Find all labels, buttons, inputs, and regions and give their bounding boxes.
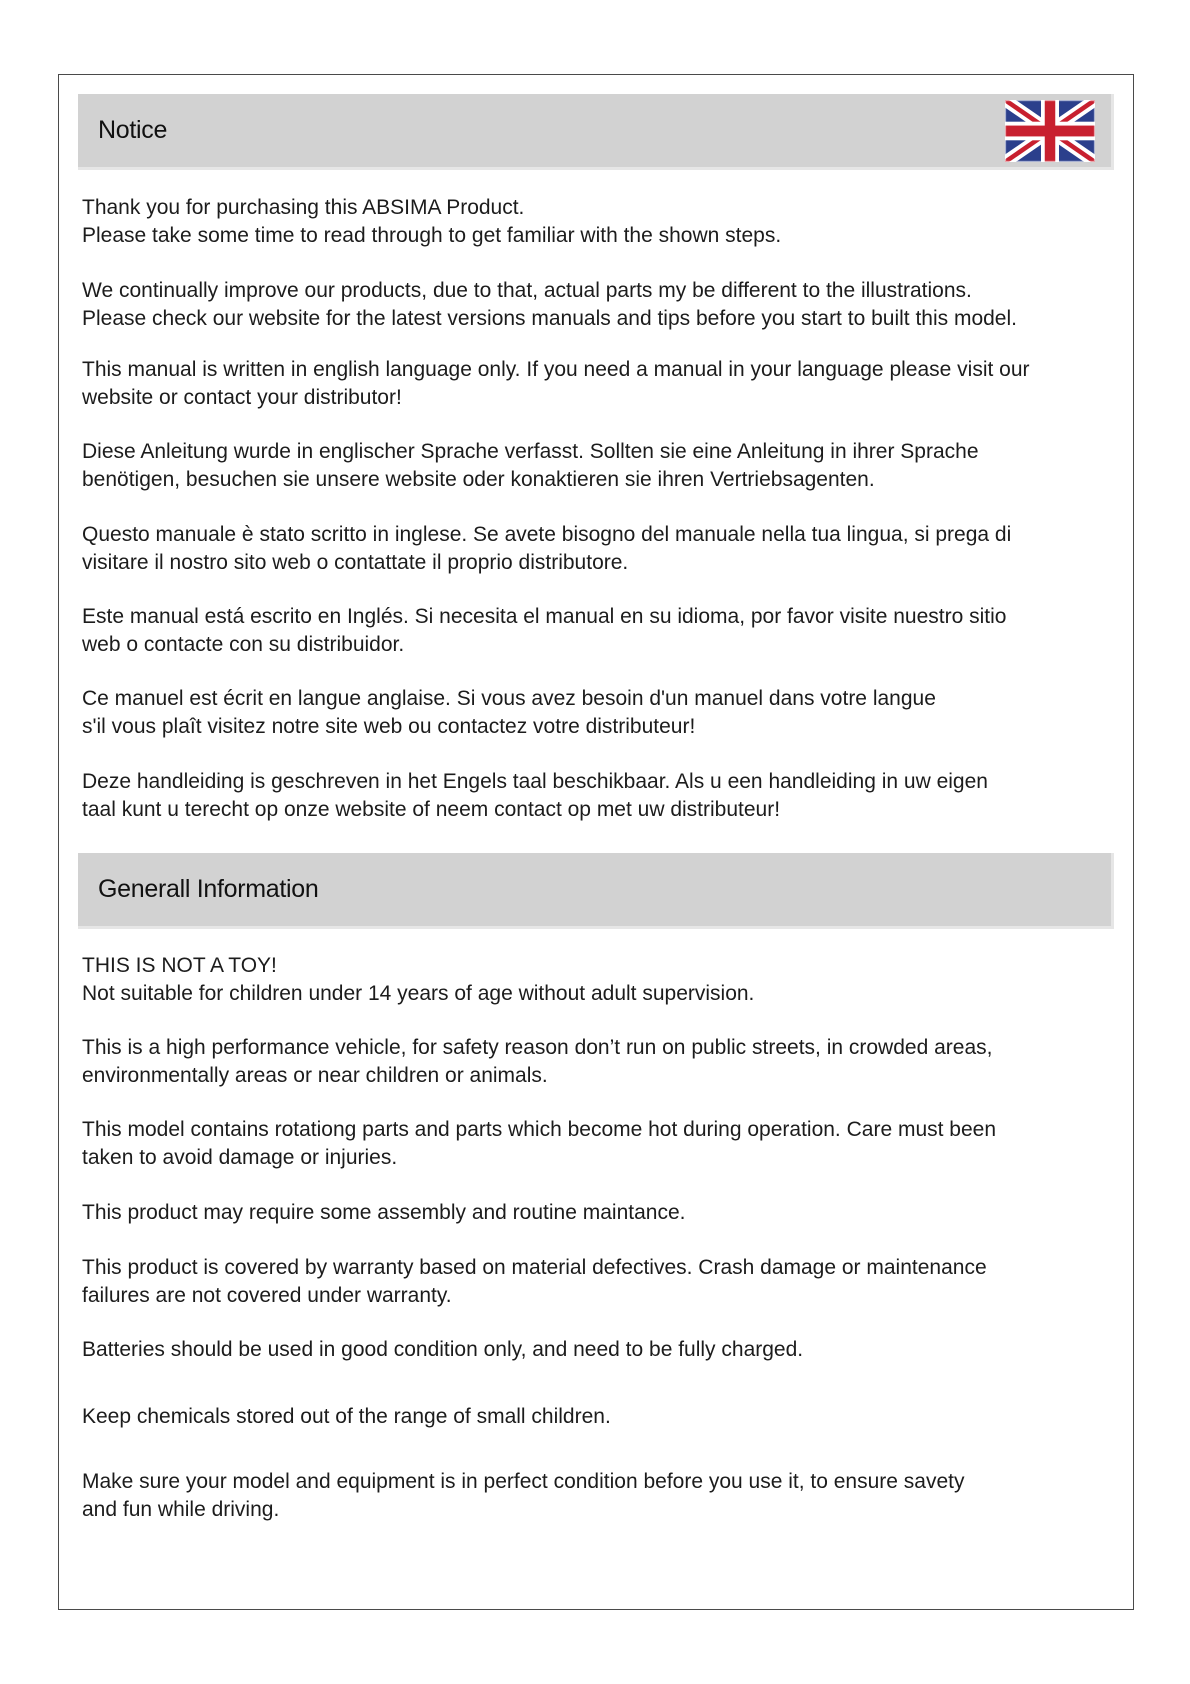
- notice-paragraph-1: Thank you for purchasing this ABSIMA Product. Please take some time to read through to get familiar with the shown steps.: [82, 196, 782, 247]
- notice-paragraph-spanish: Este manual está escrito en Inglés. Si necesita el manual en su idioma, por favor visite nuestro sitio web o contacte con su distribuidor.: [82, 605, 1007, 656]
- general-paragraph-assembly: This product may require some assembly and routine maintance.: [82, 1201, 686, 1224]
- notice-paragraph-german: Diese Anleitung wurde in englischer Sprache verfasst. Sollten sie eine Anleitung in ihrer Sprache benötigen, besuchen sie unsere website oder konaktieren sie ihren Vertriebsagenten.: [82, 440, 979, 491]
- notice-paragraph-2: We continually improve our products, due to that, actual parts my be different to the illustrations. Please check our website for the latest versions manuals and tips before you start to built this model.: [82, 279, 1017, 330]
- notice-paragraph-italian: Questo manuale è stato scritto in inglese. Se avete bisogno del manuale nella tua lingua, si prega di visitare il nostro sito web o contattate il proprio distributore.: [82, 523, 1012, 574]
- general-paragraph-warranty: This product is covered by warranty based on material defectives. Crash damage or maintenance failures are not covered under warranty.: [82, 1256, 987, 1307]
- notice-paragraph-french: Ce manuel est écrit en langue anglaise. Si vous avez besoin d'un manuel dans votre langue s'il vous plaît visitez notre site web ou contactez votre distributeur!: [82, 687, 936, 738]
- general-paragraph-toy-warning: THIS IS NOT A TOY! Not suitable for children under 14 years of age without adult supervision.: [82, 954, 755, 1005]
- general-info-title: Generall Information: [98, 875, 319, 903]
- notice-paragraph-dutch: Deze handleiding is geschreven in het Engels taal beschikbaar. Als u een handleiding in uw eigen taal kunt u terecht op onze website of neem contact op met uw distributeur!: [82, 770, 988, 821]
- general-paragraph-rotating-parts: This model contains rotationg parts and parts which become hot during operation. Care must been taken to avoid damage or injuries.: [82, 1118, 997, 1169]
- notice-paragraph-3: This manual is written in english language only. If you need a manual in your language please visit our website or contact your distributor!: [82, 358, 1030, 409]
- general-info-header: [78, 853, 1114, 929]
- general-paragraph-chemicals: Keep chemicals stored out of the range of small children.: [82, 1405, 611, 1428]
- general-paragraph-batteries: Batteries should be used in good condition only, and need to be fully charged.: [82, 1338, 804, 1361]
- general-paragraph-condition: Make sure your model and equipment is in perfect condition before you use it, to ensure savety and fun while driving.: [82, 1470, 965, 1521]
- notice-title: Notice: [98, 116, 168, 144]
- general-paragraph-safety: This is a high performance vehicle, for safety reason don’t run on public streets, in crowded areas, environmentally areas or near children or animals.: [82, 1036, 993, 1087]
- uk-flag-icon: [1005, 100, 1095, 162]
- notice-header: [78, 94, 1114, 170]
